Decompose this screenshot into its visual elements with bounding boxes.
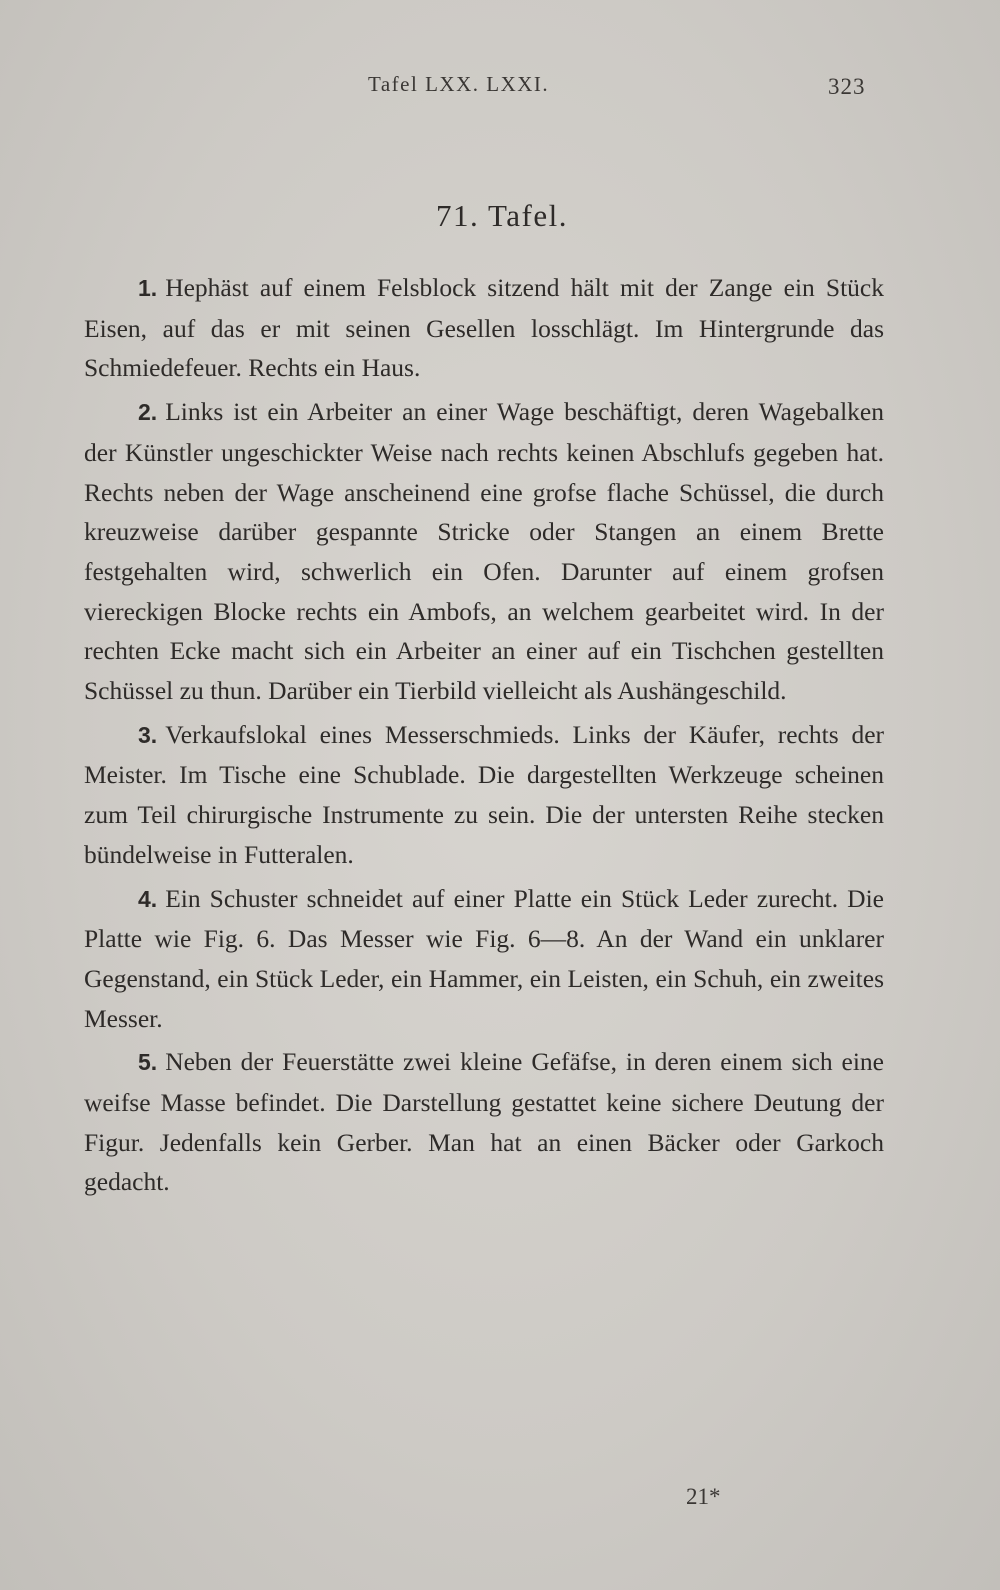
- paragraph-number: 1.: [138, 275, 158, 301]
- page-number: 323: [828, 74, 866, 99]
- paragraph-number: 5.: [138, 1049, 158, 1076]
- paragraph-text: Verkaufslokal eines Messerschmieds. Links der Käufer, rechts der Meister. Im Tische eine Schublade. Die dargestellten Werkzeuge scheinen zum Teil chirurgische Instrumente zu sein. Die der untersten Reihe stecken bündelweise in Futteralen.: [84, 719, 884, 869]
- paragraph-text: Hephäst auf einem Felsblock sitzend hält mit der Zange ein Stück Eisen, auf das er mit seinen Gesellen losschlägt. Im Hintergrunde das Schmiedefeuer. Rechts ein Haus.: [84, 273, 884, 383]
- paragraph-number: 3.: [138, 721, 158, 748]
- page-body: [84, 268, 884, 1206]
- paragraph-5: [84, 1042, 884, 1202]
- signature-mark: 21*: [686, 1484, 721, 1509]
- paragraph-3: [84, 715, 884, 875]
- paragraph-number: 2.: [138, 399, 158, 426]
- paragraph-text: Ein Schuster schneidet auf einer Platte ein Stück Leder zurecht. Die Platte wie Fig. 6. Das Messer wie Fig. 6—8. An der Wand ein unklarer Gegenstand, ein Stück Leder, ein Hammer, ein Leisten, ein Schuh, ein zweites Messer.: [84, 883, 884, 1033]
- paragraph-1: [84, 268, 884, 388]
- paragraph-number: 4.: [138, 885, 158, 912]
- plate-title: 71. Tafel.: [436, 198, 568, 233]
- paragraph-text: Neben der Feuerstätte zwei kleine Gefäfse, in deren einem sich eine weifse Masse befindet. Die Darstellung gestattet keine sichere Deutung der Figur. Jedenfalls kein Gerber. Man hat an einen Bäcker oder Garkoch gedacht.: [84, 1047, 884, 1197]
- paragraph-2: [84, 392, 884, 711]
- paragraph-text: Links ist ein Arbeiter an einer Wage beschäftigt, deren Wagebalken der Künstler ungeschickter Weise nach rechts keinen Abschlufs gegeben hat. Rechts neben der Wage anscheinend eine grofse flache Schüssel, die durch kreuzweise darüber gespannte Stricke oder Stangen an einem Brette festgehalten wird, schwerlich ein Ofen. Darunter auf einem grofsen viereckigen Blocke rechts ein Ambofs, an welchem gearbeitet wird. In der rechten Ecke macht sich ein Arbeiter an einer auf ein Tischchen gestellten Schüssel zu thun. Darüber ein Tierbild vielleicht als Aushängeschild.: [84, 397, 884, 706]
- running-head: Tafel LXX. LXXI.: [368, 72, 550, 96]
- paragraph-4: [84, 879, 884, 1039]
